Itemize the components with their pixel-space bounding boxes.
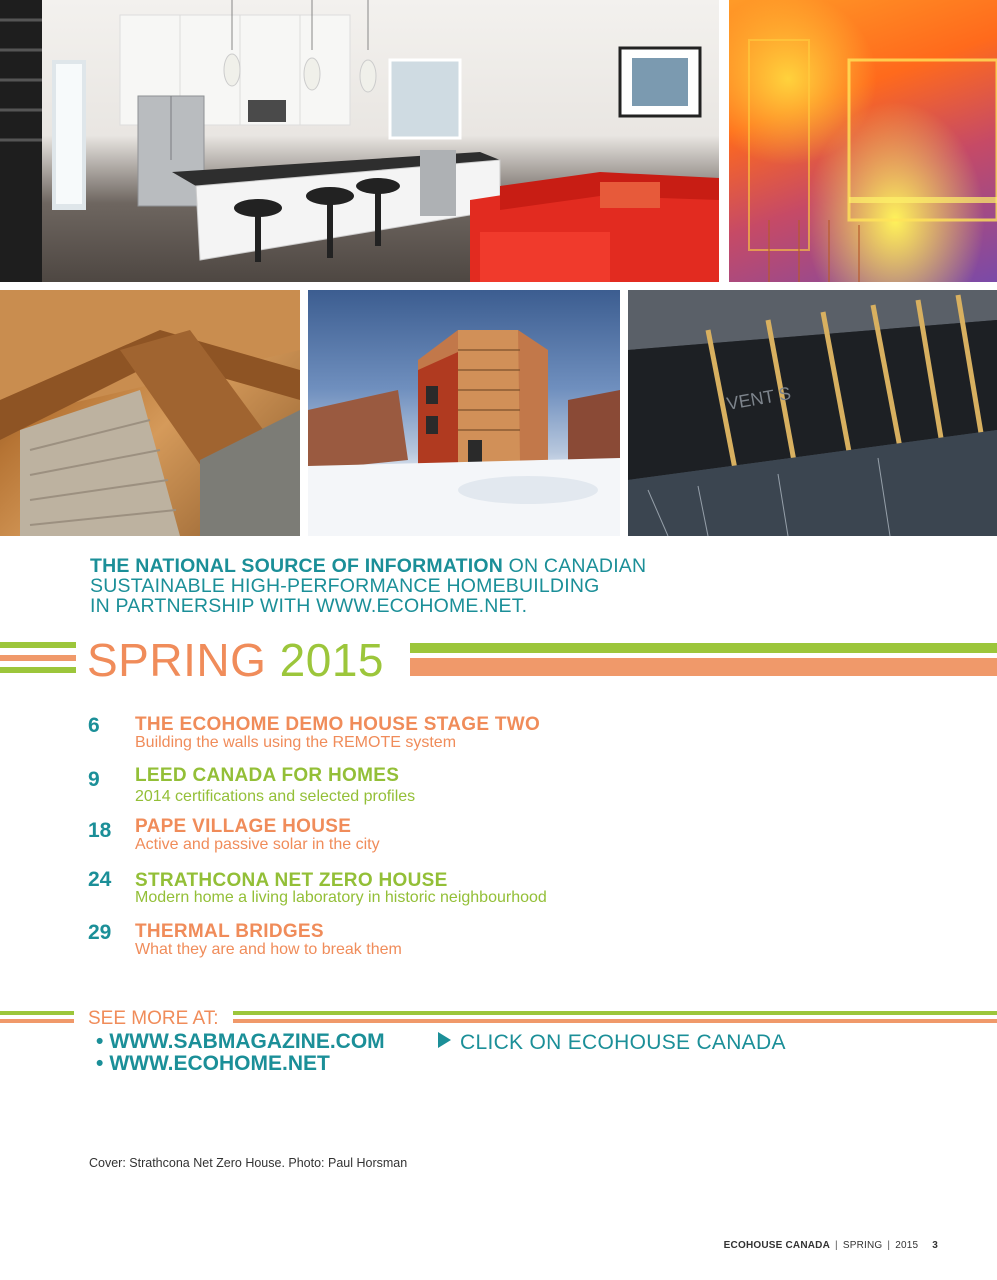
building-illustration [308, 290, 620, 536]
toc-entry-1[interactable] [88, 714, 808, 758]
photo-beams [0, 290, 300, 536]
footer-separator: | [887, 1240, 891, 1251]
wall-illustration [628, 290, 997, 536]
stripe-orange-right [410, 658, 997, 676]
footer-publication: ECOHOUSE CANADA [723, 1240, 831, 1251]
click-on-text: CLICK ON ECOHOUSE CANADA [460, 1031, 786, 1054]
toc-page-number: 18 [88, 819, 112, 842]
toc-title: LEED CANADA FOR HOMES [135, 765, 400, 786]
toc-entry-3[interactable] [88, 816, 808, 860]
thermal-illustration [729, 0, 997, 282]
photo-wall [628, 290, 997, 536]
stripe-green-right [410, 643, 997, 653]
svg-text:VENT S: VENT S [725, 383, 793, 414]
issue-title [87, 634, 384, 686]
photo-kitchen [0, 0, 719, 282]
toc-desc: 2014 certifications and selected profiles [135, 788, 416, 805]
stripe-green-left-2 [0, 667, 76, 673]
cover-caption: Cover: Strathcona Net Zero House. Photo: Paul Horsman [89, 1156, 408, 1170]
stripe-green-see-more-right [233, 1011, 997, 1015]
link-ecohome[interactable] [96, 1052, 330, 1076]
toc-title: STRATHCONA NET ZERO HOUSE [135, 870, 448, 891]
footer-page-number: 3 [932, 1240, 938, 1251]
issue-season: SPRING [87, 634, 267, 686]
tagline-line2: SUSTAINABLE HIGH-PERFORMANCE HOMEBUILDING [90, 575, 600, 597]
play-arrow-icon [438, 1032, 451, 1048]
beams-illustration [0, 290, 300, 536]
stripe-orange-see-more-left [0, 1019, 74, 1023]
tagline-rest: ON CANADIAN [503, 555, 647, 577]
click-on-ecohouse[interactable] [438, 1031, 786, 1055]
photo-building [308, 290, 620, 536]
toc-entry-4[interactable] [88, 868, 808, 912]
issue-year: 2015 [279, 634, 384, 686]
link-text[interactable]: WWW.SABMAGAZINE.COM [109, 1030, 385, 1053]
bullet: • [96, 1052, 104, 1075]
toc-entry-2[interactable] [88, 765, 808, 809]
toc-entry-5[interactable] [88, 921, 808, 965]
tagline-bold: THE NATIONAL SOURCE OF INFORMATION [90, 555, 504, 577]
tagline [90, 556, 790, 616]
stripe-green-left [0, 642, 76, 648]
toc-desc: What they are and how to break them [135, 941, 402, 958]
toc-desc: Modern home a living laboratory in historic neighbourhood [135, 889, 547, 906]
toc-desc: Building the walls using the REMOTE system [135, 734, 457, 751]
link-text[interactable]: WWW.ECOHOME.NET [109, 1052, 330, 1075]
see-more-label: SEE MORE AT: [88, 1008, 219, 1029]
footer-separator: | [835, 1240, 838, 1251]
toc-title: THE ECOHOME DEMO HOUSE STAGE TWO [135, 714, 541, 735]
toc-page-number: 6 [88, 714, 100, 737]
kitchen-illustration [0, 0, 719, 282]
link-sabmagazine[interactable] [96, 1030, 385, 1054]
toc-desc: Active and passive solar in the city [135, 836, 380, 853]
tagline-line3: IN PARTNERSHIP WITH WWW.ECOHOME.NET. [90, 595, 528, 617]
bullet: • [96, 1030, 104, 1053]
footer-season: SPRING [842, 1240, 883, 1251]
stripe-green-see-more-left [0, 1011, 74, 1015]
toc-title: PAPE VILLAGE HOUSE [135, 816, 352, 837]
footer-year: 2015 [895, 1240, 919, 1251]
stripe-orange-left [0, 655, 76, 661]
page-footer [724, 1240, 938, 1251]
toc-title: THERMAL BRIDGES [135, 921, 324, 942]
toc-page-number: 29 [88, 921, 112, 944]
toc-page-number: 24 [88, 868, 112, 891]
stripe-orange-see-more-right [233, 1019, 997, 1023]
toc-page-number: 9 [88, 768, 100, 791]
photo-thermal [729, 0, 997, 282]
